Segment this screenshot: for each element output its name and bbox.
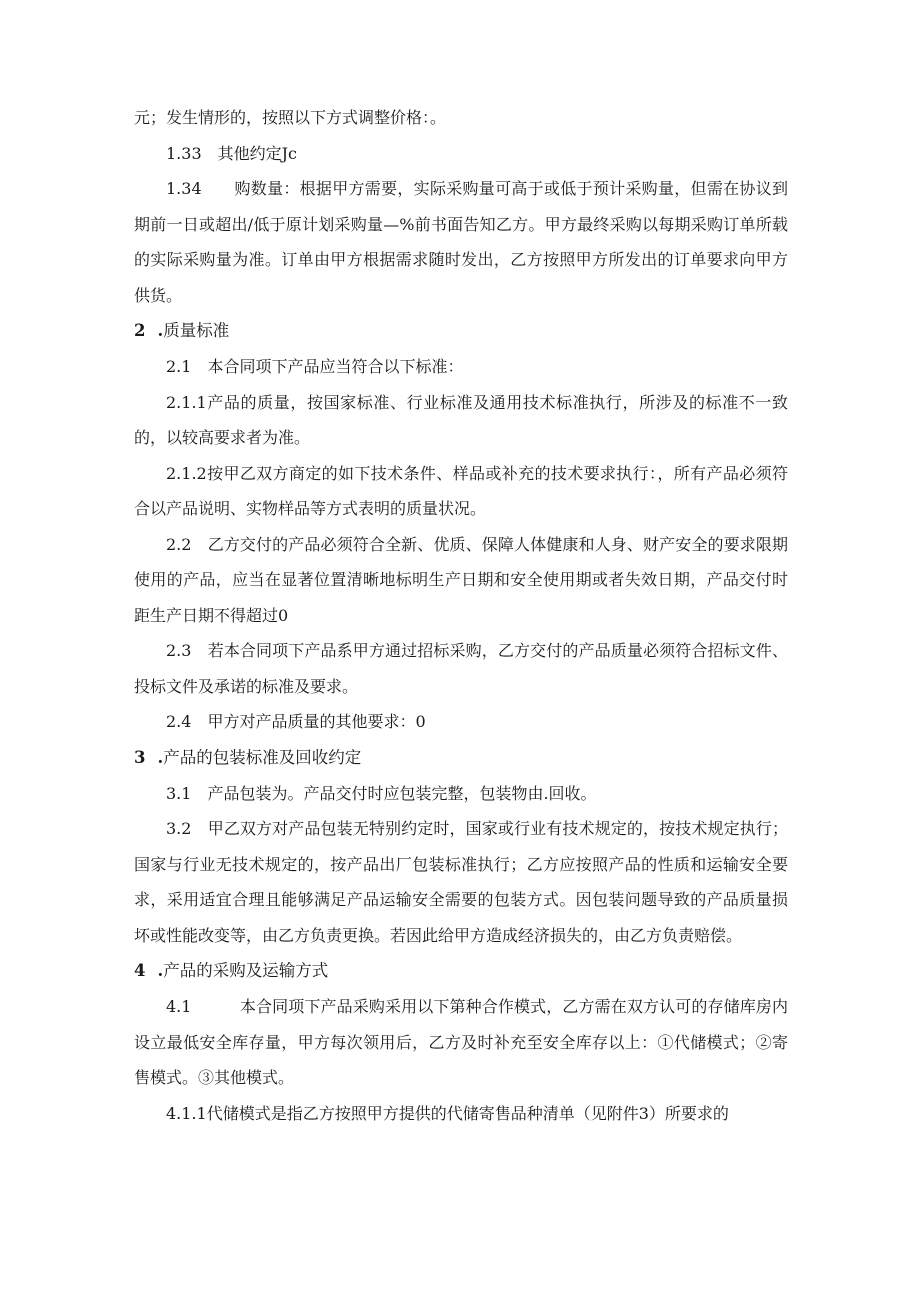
paragraph: 2.2 乙方交付的产品必须符合全新、优质、保障人体健康和人身、财产安全的要求限期使用的产品，应当在显著位置清晰地标明生产日期和安全使用期或者失效日期，产品交付时距生产日期不得超过0 — [134, 534, 788, 625]
section-title: 质量标准 — [163, 321, 230, 340]
paragraph: 3.1 产品包装为。产品交付时应包装完整，包装物由.回收。 — [166, 783, 597, 803]
paragraph: 4.1.1代储模式是指乙方按照甲方提供的代储寄售品种清单（见附件3）所要求的 — [166, 1103, 729, 1123]
paragraph: 元；发生情形的，按照以下方式调整价格：。 — [134, 108, 447, 127]
section-heading-4: 4 .产品的采购及运输方式 — [134, 961, 329, 980]
section-heading-3: 3 .产品的包装标准及回收约定 — [134, 747, 362, 767]
paragraph: 2.1 本合同项下产品应当符合以下标准： — [166, 357, 464, 376]
section-number: 4 — [134, 961, 146, 980]
paragraph: 2.4 甲方对产品质量的其他要求：0 — [166, 712, 426, 731]
section-number: 3 — [134, 747, 146, 767]
section-title: 产品的采购及运输方式 — [163, 961, 329, 980]
paragraph: 2.3 若本合同项下产品系甲方通过招标采购，乙方交付的产品质量必须符合招标文件、投标文件及承诺的标准及要求。 — [134, 641, 788, 696]
section-heading-2: 2 .质量标准 — [134, 321, 230, 340]
paragraph: 2.1.1产品的质量，按国家标准、行业标准及通用技术标准执行，所涉及的标准不一致的，以较高要求者为准。 — [134, 392, 788, 447]
paragraph: 4.1 本合同项下产品采购采用以下第种合作模式，乙方需在双方认可的存储库房内设立最低安全库存量，甲方每次领用后，乙方及时补充至安全库存以上：①代储模式；②寄售模式。③其他模式。 — [134, 997, 788, 1087]
paragraph: 1.34 购数量：根据甲方需要，实际采购量可高于或低于预计采购量，但需在协议到期前一日或超出/低于原计划采购量—%前书面告知乙方。甲方最终采购以每期采购订单所载的实际采购量为准。订单由甲方根据需求随时发出，乙方按照甲方所发出的订单要求向甲方供货。 — [134, 179, 788, 305]
section-number: 2 — [134, 321, 146, 340]
section-title: 产品的包装标准及回收约定 — [163, 747, 362, 767]
paragraph: 1.33 其他约定Jc — [166, 143, 298, 163]
paragraph: 3.2 甲乙双方对产品包装无特别约定时，国家或行业有技术规定的，按技术规定执行；国家与行业无技术规定的，按产品出厂包装标准执行；乙方应按照产品的性质和运输安全要求，采用适宜合理且能够满足产品运输安全需要的包装方式。因包装问题导致的产品质量损坏或性能改变等，由乙方负责更换。若因此给甲方造成经济损失的，由乙方负责赔偿。 — [134, 819, 788, 945]
paragraph: 2.1.2按甲乙双方商定的如下技术条件、样品或补充的技术要求执行：，所有产品必须符合以产品说明、实物样品等方式表明的质量状况。 — [134, 463, 788, 518]
